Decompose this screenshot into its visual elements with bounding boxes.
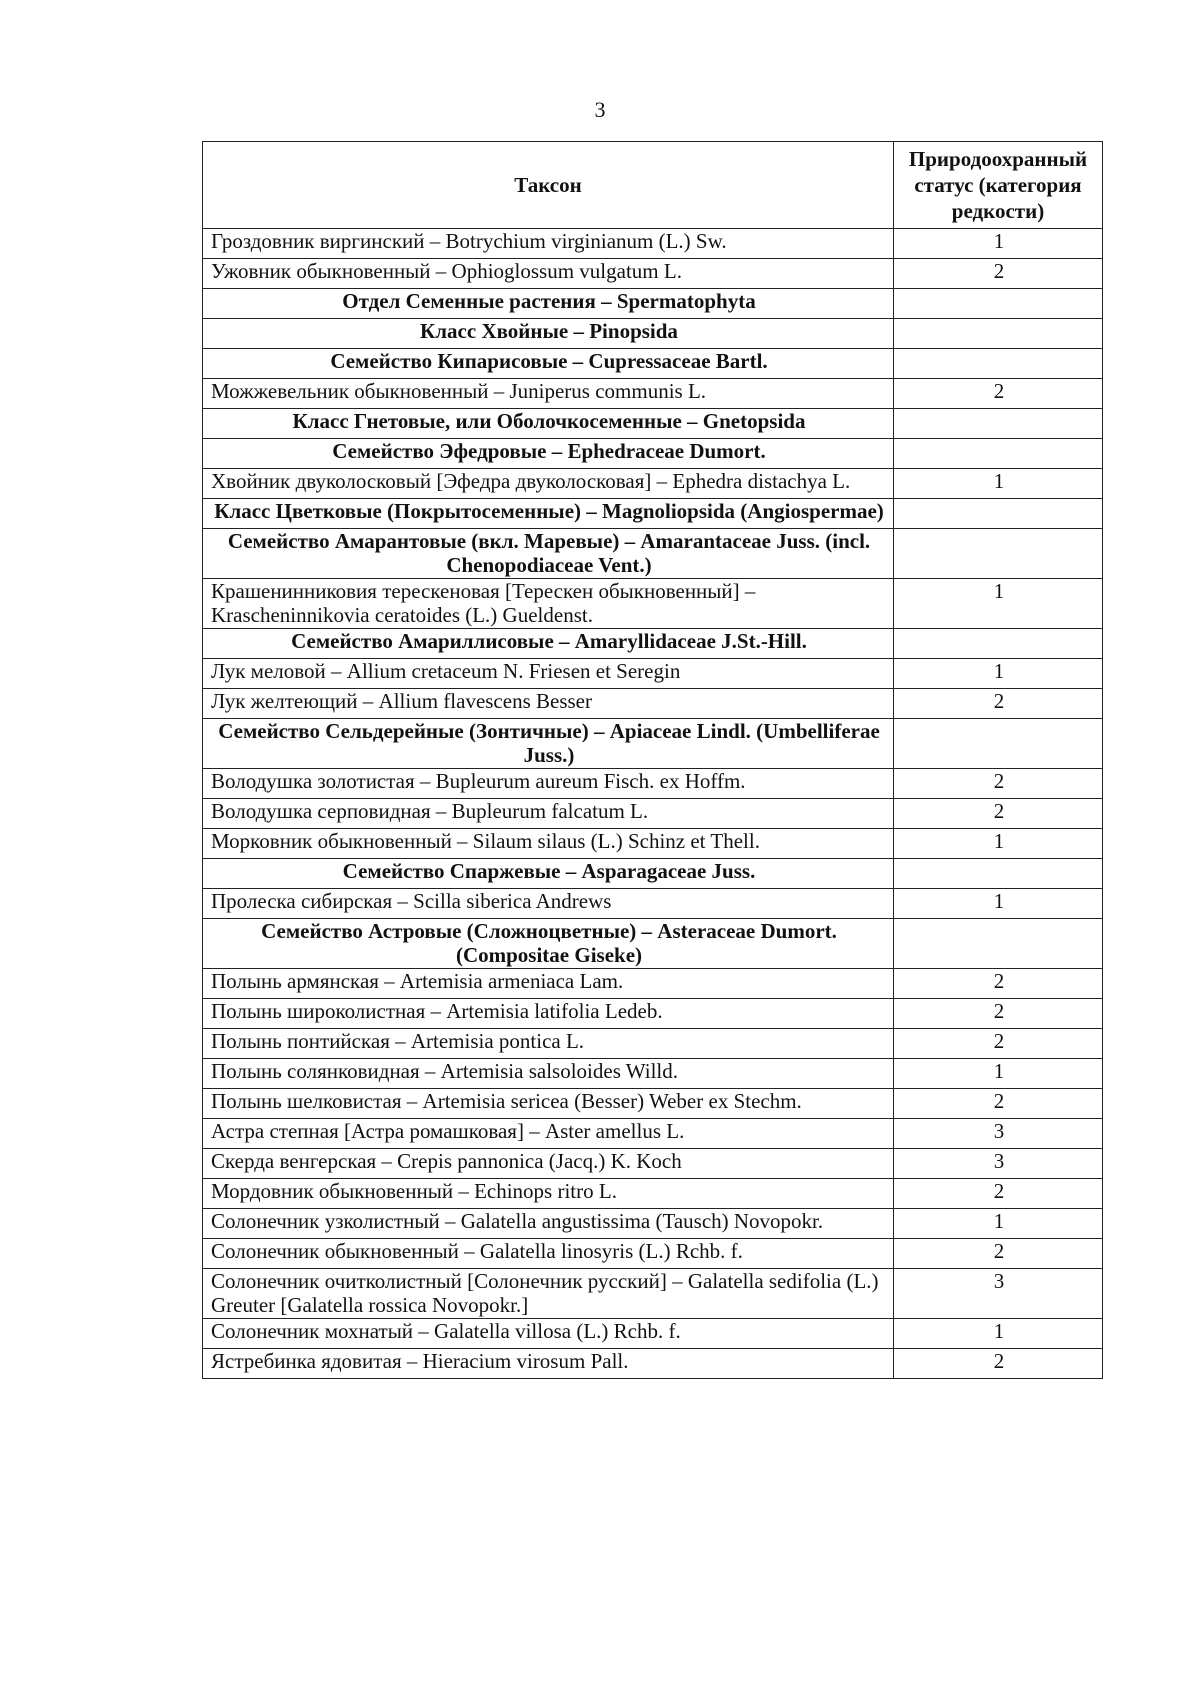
taxon-group-row	[203, 349, 1103, 379]
rarity-status: 1	[894, 659, 1103, 689]
table-row	[203, 1089, 1103, 1119]
rarity-status: 2	[894, 1349, 1103, 1379]
rarity-status: 2	[894, 379, 1103, 409]
taxon-name: Володушка золотистая – Bupleurum aureum Fisch. ex Hoffm.	[203, 769, 894, 799]
table-row	[203, 889, 1103, 919]
taxon-name: Можжевельник обыкновенный – Juniperus communis L.	[203, 379, 894, 409]
rarity-status: 2	[894, 969, 1103, 999]
rarity-status: 2	[894, 769, 1103, 799]
taxon-name: Солонечник мохнатый – Galatella villosa (L.) Rchb. f.	[203, 1319, 894, 1349]
taxon-group-row	[203, 719, 1103, 769]
taxon-group-name: Отдел Семенные растения – Spermatophyta	[203, 289, 894, 319]
taxon-name: Морковник обыкновенный – Silaum silaus (L.) Schinz et Thell.	[203, 829, 894, 859]
taxon-group-row	[203, 629, 1103, 659]
rarity-status	[894, 409, 1103, 439]
rarity-status	[894, 719, 1103, 769]
table-row	[203, 579, 1103, 629]
rarity-status: 2	[894, 799, 1103, 829]
table-row	[203, 1059, 1103, 1089]
taxa-table	[202, 141, 1103, 1379]
taxon-name: Мордовник обыкновенный – Echinops ritro L.	[203, 1179, 894, 1209]
taxon-name: Полынь армянская – Artemisia armeniaca Lam.	[203, 969, 894, 999]
table-row	[203, 1029, 1103, 1059]
taxon-name: Полынь шелковистая – Artemisia sericea (Besser) Weber ex Stechm.	[203, 1089, 894, 1119]
rarity-status	[894, 499, 1103, 529]
rarity-status	[894, 859, 1103, 889]
header-status: Природоохранный статус (категория редкости)	[894, 142, 1103, 229]
table-row	[203, 1349, 1103, 1379]
taxon-group-name: Семейство Спаржевые – Asparagaceae Juss.	[203, 859, 894, 889]
table-row	[203, 1239, 1103, 1269]
taxon-name: Солонечник обыкновенный – Galatella linosyris (L.) Rchb. f.	[203, 1239, 894, 1269]
rarity-status: 1	[894, 1059, 1103, 1089]
taxon-group-name: Класс Хвойные – Pinopsida	[203, 319, 894, 349]
rarity-status	[894, 289, 1103, 319]
rarity-status: 3	[894, 1119, 1103, 1149]
rarity-status: 2	[894, 689, 1103, 719]
taxon-group-row	[203, 529, 1103, 579]
taxon-group-name: Семейство Эфедровые – Ephedraceae Dumort.	[203, 439, 894, 469]
rarity-status: 2	[894, 259, 1103, 289]
taxon-group-row	[203, 319, 1103, 349]
taxon-name: Ястребинка ядовитая – Hieracium virosum Pall.	[203, 1349, 894, 1379]
taxon-name: Солонечник очитколистный [Солонечник русский] – Galatella sedifolia (L.) Greuter [Galatella rossica Novopokr.]	[203, 1269, 894, 1319]
taxon-group-name: Семейство Кипарисовые – Cupressaceae Bartl.	[203, 349, 894, 379]
taxon-group-row	[203, 439, 1103, 469]
table-row	[203, 379, 1103, 409]
taxon-name: Лук желтеющий – Allium flavescens Besser	[203, 689, 894, 719]
table-row	[203, 689, 1103, 719]
rarity-status: 1	[894, 469, 1103, 499]
rarity-status: 2	[894, 1179, 1103, 1209]
taxon-name: Пролеска сибирская – Scilla siberica Andrews	[203, 889, 894, 919]
taxon-group-row	[203, 499, 1103, 529]
table-row	[203, 1179, 1103, 1209]
rarity-status: 1	[894, 1209, 1103, 1239]
taxa-table-body	[203, 229, 1103, 1379]
taxon-name: Лук меловой – Allium cretaceum N. Friesen et Seregin	[203, 659, 894, 689]
taxon-name: Ужовник обыкновенный – Ophioglossum vulgatum L.	[203, 259, 894, 289]
header-taxon: Таксон	[203, 142, 894, 229]
table-row	[203, 769, 1103, 799]
taxon-name: Астра степная [Астра ромашковая] – Aster amellus L.	[203, 1119, 894, 1149]
taxon-name: Скерда венгерская – Crepis pannonica (Jacq.) K. Koch	[203, 1149, 894, 1179]
rarity-status: 2	[894, 1029, 1103, 1059]
taxon-name: Полынь понтийская – Artemisia pontica L.	[203, 1029, 894, 1059]
rarity-status: 2	[894, 999, 1103, 1029]
rarity-status	[894, 349, 1103, 379]
table-row	[203, 659, 1103, 689]
rarity-status: 1	[894, 829, 1103, 859]
rarity-status: 1	[894, 889, 1103, 919]
taxon-name: Гроздовник виргинский – Botrychium virginianum (L.) Sw.	[203, 229, 894, 259]
taxon-group-row	[203, 919, 1103, 969]
table-row	[203, 1209, 1103, 1239]
table-row	[203, 229, 1103, 259]
table-row	[203, 259, 1103, 289]
table-row	[203, 1149, 1103, 1179]
rarity-status: 1	[894, 229, 1103, 259]
rarity-status: 2	[894, 1089, 1103, 1119]
taxon-group-name: Семейство Сельдерейные (Зонтичные) – Apiaceae Lindl. (Umbelliferae Juss.)	[203, 719, 894, 769]
taxon-name: Солонечник узколистный – Galatella angustissima (Tausch) Novopokr.	[203, 1209, 894, 1239]
taxon-group-name: Класс Цветковые (Покрытосеменные) – Magnoliopsida (Angiospermae)	[203, 499, 894, 529]
table-row	[203, 469, 1103, 499]
rarity-status: 3	[894, 1149, 1103, 1179]
taxon-group-row	[203, 289, 1103, 319]
page-number: 3	[594, 97, 606, 122]
rarity-status: 1	[894, 579, 1103, 629]
table-row	[203, 799, 1103, 829]
rarity-status	[894, 529, 1103, 579]
table-row	[203, 1319, 1103, 1349]
table-row	[203, 829, 1103, 859]
table-header-row	[203, 142, 1103, 229]
rarity-status: 3	[894, 1269, 1103, 1319]
taxon-group-name: Класс Гнетовые, или Оболочкосеменные – Gnetopsida	[203, 409, 894, 439]
table-row	[203, 969, 1103, 999]
rarity-status	[894, 319, 1103, 349]
rarity-status	[894, 919, 1103, 969]
taxon-name: Володушка серповидная – Bupleurum falcatum L.	[203, 799, 894, 829]
taxon-name: Полынь солянковидная – Artemisia salsoloides Willd.	[203, 1059, 894, 1089]
taxon-name: Хвойник двуколосковый [Эфедра двуколосковая] – Ephedra distachya L.	[203, 469, 894, 499]
rarity-status: 2	[894, 1239, 1103, 1269]
rarity-status	[894, 629, 1103, 659]
table-row	[203, 999, 1103, 1029]
taxon-group-name: Семейство Амариллисовые – Amaryllidaceae J.St.-Hill.	[203, 629, 894, 659]
rarity-status	[894, 439, 1103, 469]
table-row	[203, 1119, 1103, 1149]
table-row	[203, 1269, 1103, 1319]
taxon-name: Крашенинниковия терескеновая [Терескен обыкновенный] – Krascheninnikovia ceratoides (L.) Gueldenst.	[203, 579, 894, 629]
taxon-name: Полынь широколистная – Artemisia latifolia Ledeb.	[203, 999, 894, 1029]
taxon-group-name: Семейство Астровые (Сложноцветные) – Asteraceae Dumort. (Compositae Giseke)	[203, 919, 894, 969]
taxon-group-name: Семейство Амарантовые (вкл. Маревые) – Amarantaceae Juss. (incl. Chenopodiaceae Vent.)	[203, 529, 894, 579]
taxon-group-row	[203, 859, 1103, 889]
taxon-group-row	[203, 409, 1103, 439]
rarity-status: 1	[894, 1319, 1103, 1349]
